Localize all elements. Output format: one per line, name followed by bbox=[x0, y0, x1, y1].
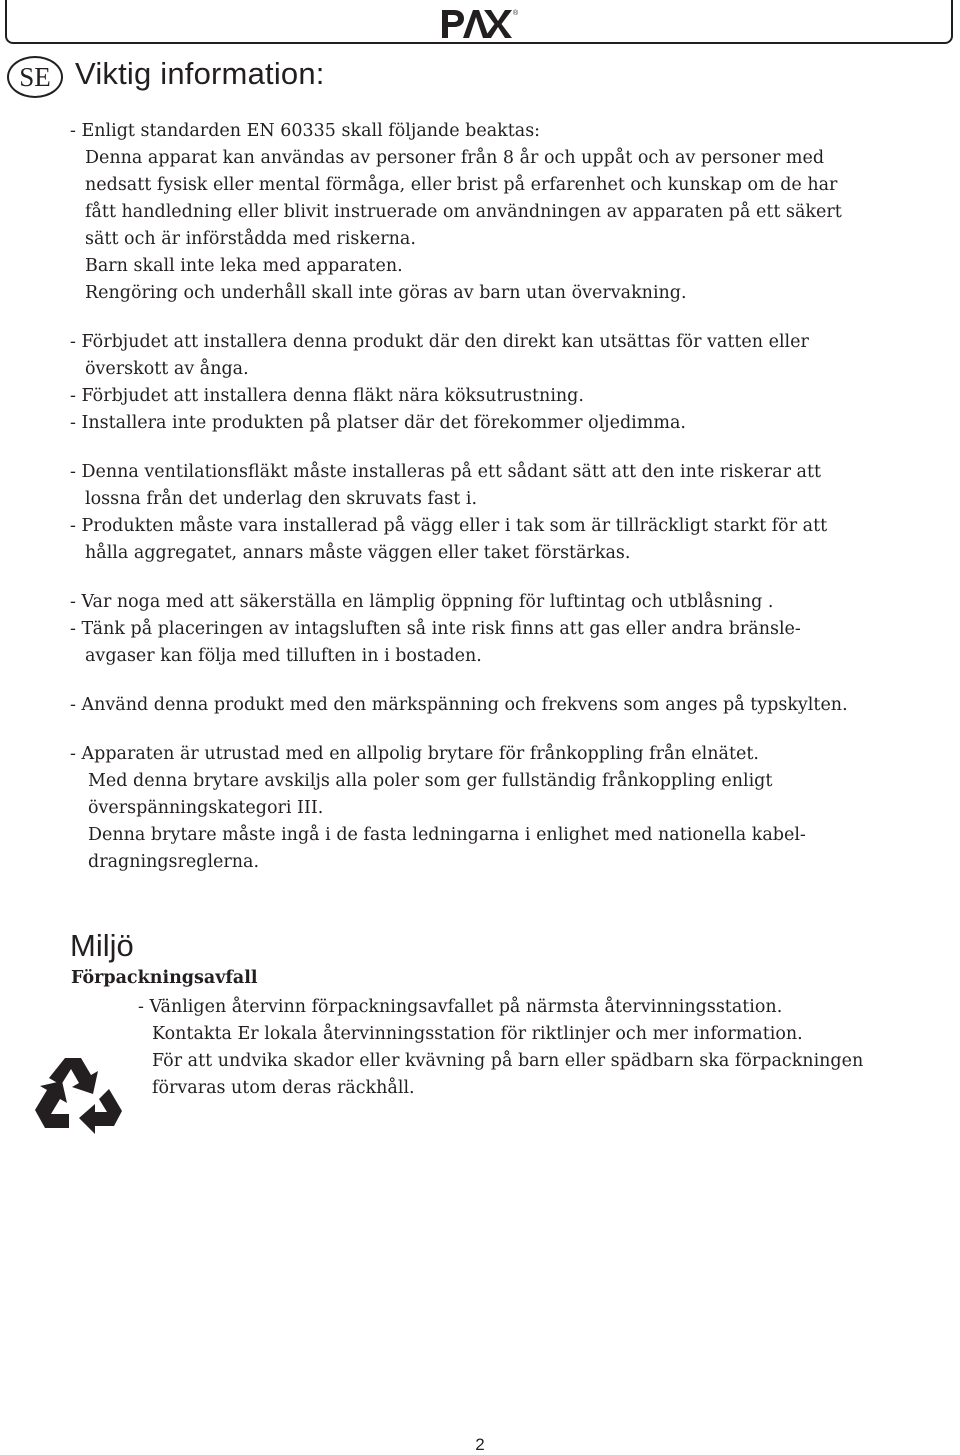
text-line: sätt och är införstådda med riskerna. bbox=[85, 229, 416, 249]
text-line: För att undvika skador eller kvävning på barn eller spädbarn ska förpackningen bbox=[152, 1051, 864, 1071]
registered-mark: ® bbox=[513, 10, 519, 17]
text-line: överskott av ånga. bbox=[85, 359, 249, 379]
language-badge bbox=[7, 56, 63, 98]
paragraph-installation-prohibitions bbox=[70, 329, 920, 437]
text-line: - Förbjudet att installera denna fläkt nära köksutrustning. bbox=[70, 386, 584, 406]
text-line: - Tänk på placeringen av intagsluften så inte risk finns att gas eller andra bränsle- bbox=[70, 619, 801, 639]
text-line: avgaser kan följa med tilluften in i bostaden. bbox=[85, 646, 482, 666]
paragraph-switch bbox=[70, 741, 920, 876]
text-line: hålla aggregatet, annars måste väggen eller taket förstärkas. bbox=[85, 543, 631, 563]
text-line: dragningsreglerna. bbox=[88, 852, 260, 872]
text-line: lossna från det underlag den skruvats fast i. bbox=[85, 489, 478, 509]
text-line: - Produkten måste vara installerad på vägg eller i tak som är tillräckligt starkt för att bbox=[70, 516, 828, 536]
text-line: nedsatt fysisk eller mental förmåga, eller brist på erfarenhet och kunskap om de har bbox=[85, 175, 838, 195]
text-line: - Använd denna produkt med den märkspänning och frekvens som anges på typskylten. bbox=[70, 695, 848, 715]
environment-text bbox=[138, 994, 863, 1102]
text-line: - Installera inte produkten på platser där det förekommer oljedimma. bbox=[70, 413, 686, 433]
language-code: SE bbox=[19, 61, 51, 92]
text-line: Kontakta Er lokala återvinningsstation för riktlinjer och mer information. bbox=[152, 1024, 803, 1044]
text-line: - Denna ventilationsfläkt måste installeras på ett sådant sätt att den inte riskerar att bbox=[70, 462, 822, 482]
environment-title: Miljö bbox=[70, 928, 134, 963]
text-line: Denna apparat kan användas av personer från 8 år och uppåt och av personer med bbox=[85, 148, 825, 168]
text-line: Rengöring och underhåll skall inte göras av barn utan övervakning. bbox=[85, 283, 687, 303]
page-number: 2 bbox=[475, 1435, 485, 1454]
recycle-icon bbox=[31, 1050, 131, 1145]
text-line: fått handledning eller blivit instruerade om användningen av apparaten på ett säkert bbox=[85, 202, 842, 222]
paragraph-voltage bbox=[70, 692, 920, 719]
safety-content bbox=[70, 118, 920, 898]
paragraph-mounting bbox=[70, 459, 920, 567]
text-line: Denna brytare måste ingå i de fasta ledningarna i enlighet med nationella kabel- bbox=[88, 825, 806, 845]
text-line: - Förbjudet att installera denna produkt där den direkt kan utsättas för vatten eller bbox=[70, 332, 809, 352]
paragraph-air-intake bbox=[70, 589, 920, 670]
page-title: Viktig information: bbox=[75, 56, 325, 91]
text-line: - Vänligen återvinn förpackningsavfallet på närmsta återvinningsstation. bbox=[138, 997, 783, 1017]
text-line: - Var noga med att säkerställa en lämplig öppning för luftintag och utblåsning . bbox=[70, 592, 774, 612]
pax-logo-icon bbox=[440, 6, 520, 40]
text-line: överspänningskategori III. bbox=[88, 798, 324, 818]
paragraph-standard bbox=[70, 118, 920, 307]
text-line: förvaras utom deras räckhåll. bbox=[152, 1078, 415, 1098]
text-line: - Enligt standarden EN 60335 skall följande beaktas: bbox=[70, 121, 541, 141]
environment-subtitle: Förpackningsavfall bbox=[71, 968, 258, 988]
text-line: Med denna brytare avskiljs alla poler som ger fullständig frånkoppling enligt bbox=[88, 771, 773, 791]
text-line: Barn skall inte leka med apparaten. bbox=[85, 256, 403, 276]
text-line: - Apparaten är utrustad med en allpolig brytare för frånkoppling från elnätet. bbox=[70, 744, 759, 764]
brand-logo bbox=[440, 6, 520, 40]
